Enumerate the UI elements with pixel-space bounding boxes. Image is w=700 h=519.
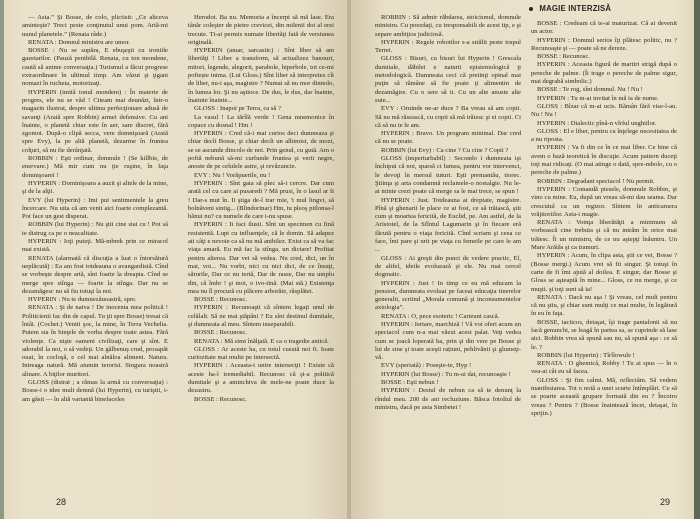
cover-edge-right (694, 0, 700, 519)
paragraph: HYPERIN : Tu m-ai invitat în mă ia de nume. (537, 94, 659, 102)
paragraph: HYPERIN : Ii faci ilusii. Sînt un specimen cu fină resistentă. Lupt cu influenţele, că le domin. Să adapez ati câţi e nevoie ca să nu mă anihilez. Exist ca să va fac viaţa amară. Eu mă fac la stînga, un dictare! Profitat pentru alterea. Dar vei să vedea. Nu cred, dici, un în mai, voi... Nu vorbi, nici cu nici dici, de ce însuţi, sărurile, Dar ce nu iertă, Dar de rasse, Dar nu umplu din, că îmbr ! şi moi, o ivo-tină. (Mai stă.) Existenţa mea nu îl procură cu plăcere arborăte, răsplătei. (188, 221, 334, 295)
right-column-1 (375, 14, 521, 412)
paragraph: HYPERIN : Comandă piesele, domnule Robbin, şi vino cu mine. Eu, după un vreau să-mi dau seama. Dar crescutul ca un regizor. Sîntem în anticamera vrăjitoriilor. Asta-i magie. (531, 185, 677, 218)
paragraph: HYPERIN : Dialectic pînă-n vîrful unghiilor. (537, 119, 657, 127)
paragraph: Herodot. Ba nu. Memoria a încerpt să mă lase. Era tânăr coleşter de pietre crevicei, din milenii doi al erei trecute. Ti-ai permis numaie libertăţi fată de versiunea originală. (188, 14, 334, 46)
paragraph: BOSSE : Te rog, sînt domnul. Nu ! Nu ! (537, 86, 643, 94)
left-column-1 (22, 14, 168, 404)
paragraph: HYPERIN : Ioţi puteţi. Mă-mbrek prin ce miracol mai există. (22, 238, 168, 254)
paragraph: ROBBIN (lui Hyperin) : Nu ştii cine stai cu ! Pot să te distrug ca pe o neacalitate. (22, 221, 168, 237)
paragraph: HYPERIN : Va fi din ce în ce mai liber. Ce bine că avem o bază teoretică în discuţie. Acum pattern duceţi toţi mai ridicaţi. (O mai atinge o dată, spre-mbolo, cu o pereche de palme.) (531, 144, 677, 177)
bullet-icon (529, 7, 533, 11)
paragraph: HYPERIN : Domnul serios îţi plătesc politic, nu ? Recunoaşte şi — poate să ne dereze. (531, 36, 677, 52)
paragraph: BOSSE : Recunosc. (194, 329, 247, 337)
paragraph: ROBBIN : Eşti ordinar, domnule ! (Se killbie, de enervare.) Mă mir cum nu ţie ruşine, în faţa domnişoarei ! (22, 155, 168, 179)
left-page (0, 0, 349, 519)
paragraph: EVY (lui Hyperin) : Imi pui sentimentele la greu încercare. Nu uita că am venit aici foarte complezantă. Pot face un gest disperat. (22, 196, 168, 221)
paragraph: RENATA : Domnul ministru are umor. (28, 38, 131, 46)
paragraph: BOSSE : Nu se supăra, E ebuşeşti cu ironiile gazetarilor. (Pauză penibilă. Renata, cu ton mondene, caută să anime conversaţia.) Turismul a făcut progrese extraordinare în ultimul timp. Am văzut şi ţigani nomazi în rucheta, motorizaţi. (22, 47, 168, 88)
paragraph: HYPERIN : Aceasta-i unire intersecţii ! Existe că aceste ha-l iremediabil. Recunosc că şi-a politică dumitale şi a aminchiva de mele-ne poate duce la dezastru. (188, 362, 334, 395)
paragraph: HYPERIN : Acum, în clipa asta, ştii ce vei, Bosse ? (Bosse mergi.) Acum vrei să fii singur. Şi totuşi în carte de fi îmi ajută al doilea. E singur, dar Bosse şi Gloss se aşteaptă în mine... Gloss, ce nu merge, şi ce muşti. şi toţi sunt să ia! (531, 252, 677, 293)
paragraph: HYPERIN : Just. Totdeauna ai dreptate, magistre. Pînă şi ghenarii le place ce ai fost, ce să trăiască, ştii cum şi moartea fericită, de Euclid, pe. Am astfel, de la Aristotel, de la Sfîntul Lagumarin şi în fiecare eră făcută pentru o viaţa fericită. Cînd scriam şi ceea ce face, îmi pare şi urit pe viaţa cu femeile pe care le am ... (375, 196, 521, 254)
paragraph: HYPERIN : Cred că-i mai curios deci dumneaza şi chiar decît Bosse, şi chiar decît un alhimist, de mozi, se se ascunde dincolo de noi. Prin genul, cu gută. Am o poftă nebună să-mi curfunde fruntea şi verii negre, anoste de pe celulele astre, şi revăzuncte. (188, 130, 334, 171)
paragraph: EVY : Nu ! Vorăpuerile, nu ! (194, 171, 271, 179)
paragraph: HYPERIN : Nu te dumnezăuoastră, spre. (28, 296, 137, 304)
right-page (351, 0, 700, 519)
paragraph: ROBBIN : Degradant spectacol ! Nu permit. (537, 177, 655, 185)
paragraph: ROBBIN : Să admir răbdarea, stoicismul, domnule ministru. Cu poezdaţi, cu iresponsabili de acest tip, e şi separe ambiţios judiciosă. (375, 14, 521, 38)
paragraph: GLOSS : Bîzar că m-ai ucis. Rămân fără vise-l-au. Nu ! Nu ! (531, 102, 677, 119)
page-number-right: 29 (659, 497, 670, 507)
paragraph: HYPERIN : Aceasta figură de martiri strigă după o pereche de palme. (Îi trage o pereche de palme sigur, mai degrabă simbolic.) (531, 61, 677, 86)
paragraph: GLOSS : Ar aceste ha, cu totul cusută noi fi. Ioate curiozitate mai multe pe intersectă. (188, 345, 334, 362)
paragraph: RENATA : Şi de naiva ! De inocenta mea politică ! Politicienii fac din de capul. Tu ţii spre Bosse) tresai că întâi. (Cochet.) Veniti şoc, la mine, în Terra Vechelia. Putem sta în binţele de vorba despre toate astea. Fără violenţe. Ca nişte oameni civilizaţi, care şi sînt. E adorabil la noi, o să vedeţi. Un gălbenuş crud, prosapăt ouat, în cocloşă, e cel mai alnăloa aliment. Natura. Intreaga natură. Mă aiumin terorist. Singura noastră alinare. A biţilor muritori. (22, 304, 168, 378)
paragraph: HYPERIN : Sînt gata să plec să-i cercre. Dar cum arată cel cu care ai pusaredi ? Mă prusi, în o lasul ar fi ! Dar-s mut în. Ii ştiga de-l trar mie, 't mul lingvi, să bolnăveni sintig... (Blindorinar) Hm, tu pleoş pitlonsa-l bănui nu? cu numele de care i-nu spuse. (188, 179, 334, 221)
paragraph: ROBBIN (lui Evy) : Ca cine ? Cu cine ? Copii ? (381, 146, 509, 154)
paragraph: HYPERIN : Just ! In timp ce eu mă educam la pension, dumneata evoluai pe faceai educaţia tinerelor generalii, scriind „Morala comună şi inconsumentelor axiologia”. (375, 279, 521, 312)
paragraph: GLOSS : Inapoi pe Terra, ca să ? (194, 105, 281, 113)
paragraph: HYPERIN : Dominişoara a auzit şi altele de la mine, şi de la alţii. (22, 179, 168, 196)
paragraph: GLOSS : Ai greşit din punct de vedere practic, El, de altfel, ideile evoluează şi ele. Nu mai cercel dogmatic. (375, 254, 521, 279)
paragraph: GLOSS : Şi fim calmi. Mă, reflectăm. Să vedem manifestarea. Tot o notă a unei scurte întîmplări. Ce să se poarte această grupare formată din eu ? Încotro vreau ? Pentru ? (Bosse înaintează încet, detaşat, în sprijin.) (531, 376, 677, 417)
paragraph: ROBBIN (lui Hyperin) : Tîrîlowule ! (537, 351, 635, 359)
paragraph: HYPERIN : Bravo. Un program minimal. Dar cred că nu se poate. (375, 130, 521, 146)
paragraph: HYPERIN : Destul de nebun ca să te denunţ la rîndul meu. 200 de ani recluziune. Băsca fotoliul de ministru, dacă pe asta Simbetei ! (375, 387, 521, 411)
paragraph: RENATA : O ghemică, Robby ! Tu ai spus — în o vea-ai cât eu să facea. (531, 360, 677, 376)
running-header (529, 4, 611, 13)
paragraph: RENATA (alarmată că discuţia a luat o întorsătură neplăcută) : Ea am fost totdeauna o avangardistă. Cînd se vorbeşte despre artă, sînt foarte la dreapta. Cînd se merge spre stînga — foarte la stînga. Dar nu se dezamăgesc nu să fiu totuşi la noi. (22, 254, 168, 295)
paragraph: BOSSE : Recunosc. (194, 395, 247, 403)
paragraph: HYPERIN : Iertare, marchiză ! Vă voi oferi acum un spectacol cum n-a mai văzut acest palat. Veţi vedea cum se joacă loperată ba, prin şi din vere pe Bosse şi lui de sine şi toate aceşti rațiuni, pehlivănii şi glumeţi-vă. (375, 320, 521, 362)
paragraph: La vasul ! La tărîlă verde ! Gena mnemonice în copace cu dosnal ! Hm ! (188, 113, 334, 129)
right-column-2 (531, 20, 677, 418)
paragraph: GLOSS (imperturbabil) : Secondo i dumneata işi închipui că noi, sparsă ci lumea, pentru vor intervenci, le devoţi în mersul tuturi. Eşti premantău, tiorec. Ştiinţa şi arta condamnă reclamele-o nostalgie. Nu le-ai minte crezi poate că merge sa le mai trece, se spun ! (375, 155, 521, 196)
running-header-title: MAGIE INTERZISĂ (539, 4, 612, 13)
paragraph: GLOSS : Bisuri, cu bisuri lui Hyperin ! Grescala dumitale, dăbilei e naturii epistemologică ţi metodologică. Dumneata ceci că pretinţi opinal mai puţin să rămâne să fie poate ţi alimentin de dezamăgire. Cu o sere să ii. Cu un alte anuste alte sute... (375, 55, 521, 104)
paragraph: BOSSE : Eşti nebun ! (381, 379, 439, 387)
paragraph: RENATA : O, pece esoteric ! Carteuni cască. (381, 312, 500, 320)
paragraph: BOSSE : Recunosc. (194, 296, 247, 304)
paragraph: BOSSE, tacticos, detaşat, îşi trage pantalonii să nu facă genunchi, se leagă în partea sa, se cuprinde să lase aici. Robbin vrea să spună sau nu, să spună aşa : ce să le. ? (531, 318, 677, 351)
paragraph: RENATA : Mă simt înălţată. E ca o tragedie antică. (194, 337, 329, 345)
paragraph: EVY (speriată) : Poseşte-te, Hyp ! (381, 362, 472, 370)
left-column-2 (188, 14, 334, 404)
page-number-left: 28 (56, 497, 67, 507)
paragraph: GLOSS (distrat ; a rămas la armă cu conversaţia) : Bosse-i o idee mult demnă (lui Hyperin), cu turiştii, i-am găsit — în altă variantă binefaceles (22, 379, 168, 403)
paragraph: BOSSE : Recunosc. (537, 53, 590, 61)
paragraph: HYPERIN : Recunoaşti că sîntem legaţi unul de celălalt. Să ne mai ştăpâni ? Eu sînt destinul dumitale, şi dumneata al meu. Sîntem inseparabili. (188, 304, 334, 328)
paragraph: HYPERIN (imită tonul mondem) : În materie de progres, ele nu se văd ! Citeam mai deunăzi, într-o magazin ilustrat, despre ultima perfecţionare adusă de savanţi (Arată spre Robbin) armei defensive. Cu ani înainte, o planetă chiar este în aer, sare discret, fără zgomot. După-o clipă secca, vere domnişoară (Arată spre Evy), la pe altă planetă, dezarme în fruntea colţuri, să nu fie derânjată. (22, 88, 168, 154)
paragraph: RENATA : Voinţa liberătăţii a minimum să vorbească cine trebuia şi că nu intrăm în orice mai trăiesc. Îi un ministru, de ce nu aştepţi înăuntru. Un Mare Arătăs şi ca tramuri. (531, 219, 677, 252)
paragraph: HYPERIN (amar, sarcastic) : Sînt liber să am libertăţi ! Liber a transform, să actualizez banouri, mitori, legende, alegorii, parabole, hiperbole, tot ce-mi poftește inima. (Lui Gloss.) Sînt liber să interpretez cît de liber, nu-i aşa, magistre ? Numai să nu mor dinnolo, în lumea lor. Şi nu aştioce. De dus, le dus, dar înainte, înaimte înainte... (188, 47, 334, 104)
paragraph: GLOSS : El e liber, pentru ca înţelege necesitatea de a nu riposta. (531, 127, 677, 144)
paragraph: — Asta.” Şi Bosse, de colo, plictisit: „Ce altceva aminteşte? Treci peste conţinutul unui pom. Artă-mi nunul planetele.” (Renata râde.) (22, 14, 168, 38)
paragraph: HYPERIN : Regele robotilor s-a strălit peste trupul Terrei. (375, 38, 521, 55)
paragraph: RENATA : Dacă nu aşa ! Şi vreau, cel mult pentru că nu ştiu, şi chiar sunt mulţi ce mai multe, în legătură în eu în faţa. (531, 293, 677, 318)
paragraph: EVY : Oruinde ne-ar duce ? Ba vreau să am copii. Să nu mă răsească, cu copii să mă trăiesc şi ei copii. Ci că să nu te le am. (375, 105, 521, 129)
paragraph: BOSSE : Credeam că te-ai maturizat. Că ai devenit un actor. (531, 20, 677, 36)
paragraph: HYPERIN (lui Bosse) : Tu m-ai dat, recunoaşte ! (381, 370, 511, 378)
cover-edge-left (0, 0, 4, 519)
